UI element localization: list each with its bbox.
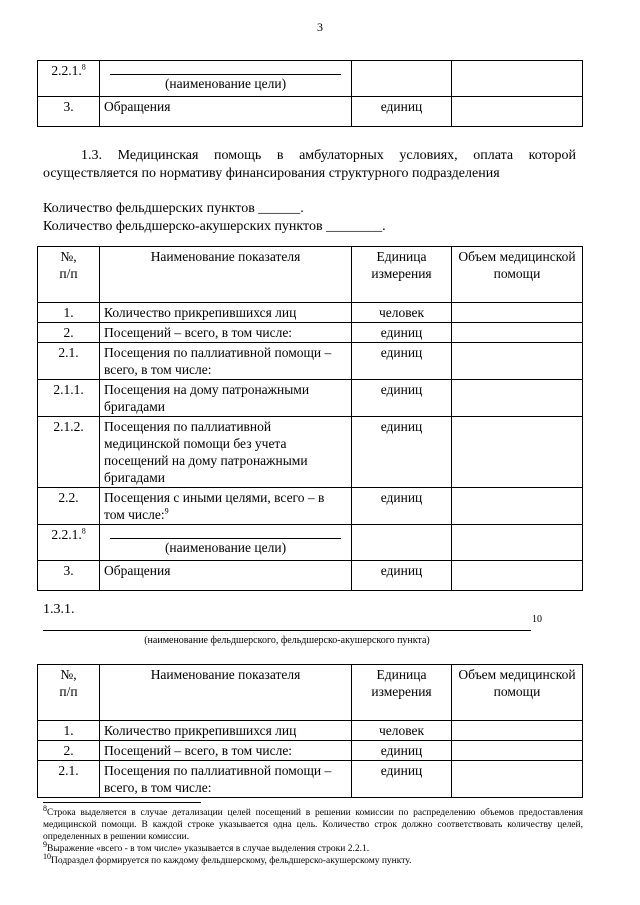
facility-name-line: [43, 630, 531, 631]
indicators-table: [37, 246, 583, 591]
facility-indicators-table: [37, 664, 583, 798]
header-name: Наименование показателя: [100, 665, 352, 721]
header-unit: Единица измерения: [352, 247, 452, 303]
row-volume: [452, 61, 583, 97]
table-row: 1. Количество прикрепившихся лиц человек: [38, 303, 583, 323]
header-name: Наименование показателя: [100, 247, 352, 303]
table-row: 2.2.1.$^8$ (наименование цели): [38, 525, 583, 561]
header-unit: Единица измерения: [352, 665, 452, 721]
page-number: 3: [317, 20, 323, 34]
footnote-8: $^8$Строка выделяется в случае детализации целей посещений в решении комиссии по распределению объемов предоставления медицинской помощи. В каждой строке указывается одна цель. Количество строк должно соответствовать количеству целей, определенных в решении комиссии.: [43, 803, 583, 842]
table-row: 3. Обращения единиц: [38, 561, 583, 591]
blank-line: [110, 532, 341, 539]
top-table: [37, 60, 583, 127]
header-row: [38, 665, 583, 721]
row-unit: [352, 61, 452, 97]
header-volume: Объем медицинской помощи: [452, 665, 583, 721]
table-row: 2.1. Посещения по паллиативной помощи – всего, в том числе: единиц: [38, 761, 583, 798]
header-row: [38, 247, 583, 303]
count-fap2: Количество фельдшерско-акушерских пунктов ________.: [43, 219, 386, 234]
facility-name-caption: (наименование фельдшерского, фельдшерско-акушерского пункта): [144, 635, 430, 646]
table-row: 2. Посещений – всего, в том числе: единиц: [38, 741, 583, 761]
row-number: 3.: [38, 97, 100, 127]
footnote-9: $^9$Выражение «всего - в том числе» указывается в случае выделения строки 2.2.1.: [43, 839, 370, 854]
section-1-3-1-label: 1.3.1.: [43, 602, 75, 617]
section-1-3-text: 1.3. Медицинская помощь в амбулаторных условиях, оплата которой осуществляется по нормативу финансирования структурного подразделения: [43, 148, 576, 181]
count-fap: Количество фельдшерских пунктов ______.: [43, 201, 304, 216]
header-num: №, п/п: [38, 665, 100, 721]
table-row: [38, 97, 583, 127]
row-name: (наименование цели): [100, 61, 352, 97]
blank-line: [110, 68, 341, 75]
table-row: 1. Количество прикрепившихся лиц человек: [38, 721, 583, 741]
footnote-10: $^{10}$Подраздел формируется по каждому фельдшерскому, фельдшерско-акушерскому пункту.: [43, 851, 412, 866]
row-volume: [452, 97, 583, 127]
table-row: 2.1.1. Посещения на дому патронажными бригадами единиц: [38, 380, 583, 417]
table-row: 2. Посещений – всего, в том числе: единиц: [38, 323, 583, 343]
table-row: 2.1.2. Посещения по паллиативной медицинской помощи без учета посещений на дому патронажными бригадами единиц: [38, 417, 583, 488]
row-number: 2.2.1.$^8$: [38, 61, 100, 97]
header-volume: Объем медицинской помощи: [452, 247, 583, 303]
footnote-separator: [43, 802, 201, 803]
section-1-3-1-footnote-ref: 10: [532, 614, 542, 625]
table-row: [38, 61, 583, 97]
table-row: 2.2. Посещения с иными целями, всего – в том числе:$^9$ единиц: [38, 488, 583, 525]
row-name: Обращения: [100, 97, 352, 127]
table-row: 2.1. Посещения по паллиативной помощи – всего, в том числе: единиц: [38, 343, 583, 380]
footnotes: [43, 803, 583, 867]
row-unit: единиц: [352, 97, 452, 127]
header-num: №, п/п: [38, 247, 100, 303]
